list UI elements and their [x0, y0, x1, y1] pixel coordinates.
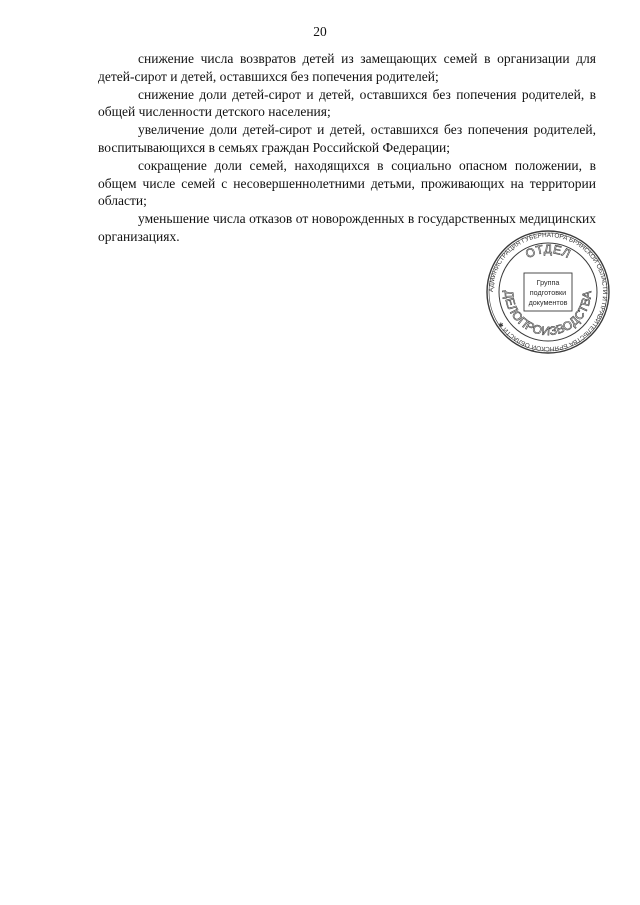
- stamp-top-word: ОТДЕЛ: [523, 241, 573, 262]
- stamp-bottom-word: ДЕЛОПРОИЗВОДСТВА: [501, 289, 595, 339]
- office-stamp: [484, 228, 612, 356]
- stamp-seal-graphic: [484, 228, 612, 356]
- document-body: [98, 50, 596, 246]
- paragraph-newborn-refusals: уменьшение числа отказов от новорожденных в государственных медицинских организациях.: [98, 211, 596, 244]
- stamp-ring-text: АДМИНИСТРАЦИЯ ГУБЕРНАТОРА БРЯНСКОЙ ОБЛАСТИ И ПРАВИТЕЛЬСТВА БРЯНСКОЙ ОБЛАСТИ ✱: [487, 231, 609, 353]
- stamp-box-line-3: документов: [528, 298, 568, 307]
- stamp-box-line-1: Группа: [536, 278, 560, 287]
- stamp-box-line-2: подготовки: [529, 288, 567, 297]
- paragraph-returns: снижение числа возвратов детей из замещающих семей в организации для детей-сирот и детей, оставшихся без попечения родителей;: [98, 51, 596, 84]
- paragraph-family-placement: увеличение доли детей-сирот и детей, оставшихся без попечения родителей, воспитывающихся в семьях граждан Российской Федерации;: [98, 122, 596, 155]
- page-number: 20: [313, 24, 327, 39]
- paragraph-dangerous-families: сокращение доли семей, находящихся в социально опасном положении, в общем числе семей с несовершеннолетними детьми, проживающих на территории области;: [98, 157, 596, 209]
- paragraph-share-orphans: снижение доли детей-сирот и детей, оставшихся без попечения родителей, в общей численности детского населения;: [98, 86, 596, 120]
